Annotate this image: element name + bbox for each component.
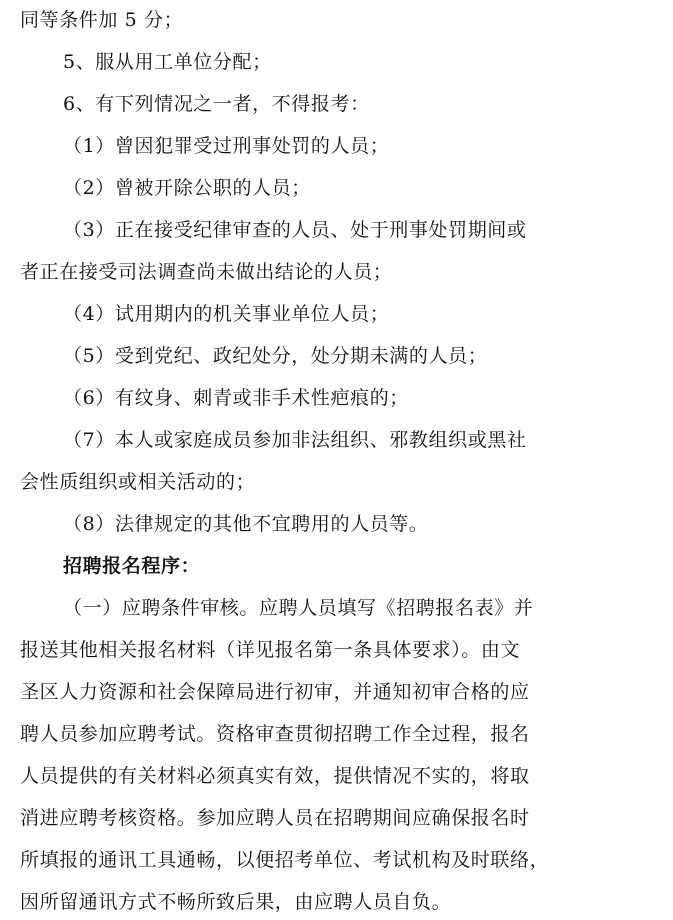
text-line: 圣区人力资源和社会保障局进行初审，并通知初审合格的应	[20, 681, 530, 703]
text-line: 会性质组织或相关活动的；	[20, 471, 256, 493]
text-line: （3）正在接受纪律审查的人员、处于刑事处罚期间或	[63, 219, 527, 241]
text-line: 报送其他相关报名材料（详见报名第一条具体要求）。由文	[20, 639, 521, 661]
text-line: 所填报的通讯工具通畅，以便招考单位、考试机构及时联络，	[20, 849, 550, 871]
text-line: （6）有纹身、刺青或非手术性疤痕的；	[63, 387, 409, 409]
text-line: （5）受到党纪、政纪处分，处分期未满的人员；	[63, 345, 488, 367]
text-line: 因所留通讯方式不畅所致后果，由应聘人员自负。	[20, 891, 452, 913]
section-heading: 招聘报名程序：	[63, 555, 201, 577]
text-line: （4）试用期内的机关事业单位人员；	[63, 303, 390, 325]
text-line: （8）法律规定的其他不宜聘用的人员等。	[63, 513, 429, 535]
text-line: （7）本人或家庭成员参加非法组织、邪教组织或黑社	[63, 429, 527, 451]
text-line: 者正在接受司法调查尚未做出结论的人员；	[20, 261, 393, 283]
text-line: 消进应聘考核资格。参加应聘人员在招聘期间应确保报名时	[20, 807, 530, 829]
text-line: （一）应聘条件审核。应聘人员填写《招聘报名表》并	[63, 597, 534, 619]
text-line: 聘人员参加应聘考试。资格审查贯彻招聘工作全过程，报名	[20, 723, 530, 745]
text-line: （2）曾被开除公职的人员；	[63, 177, 311, 199]
text-line: 6、有下列情况之一者，不得报考：	[63, 93, 370, 115]
text-line: 人员提供的有关材料必须真实有效，提供情况不实的，将取	[20, 765, 530, 787]
text-line: 同等条件加 5 分；	[20, 9, 184, 31]
text-line: （1）曾因犯罪受过刑事处罚的人员；	[63, 135, 390, 157]
text-line: 5、服从用工单位分配；	[63, 51, 272, 73]
